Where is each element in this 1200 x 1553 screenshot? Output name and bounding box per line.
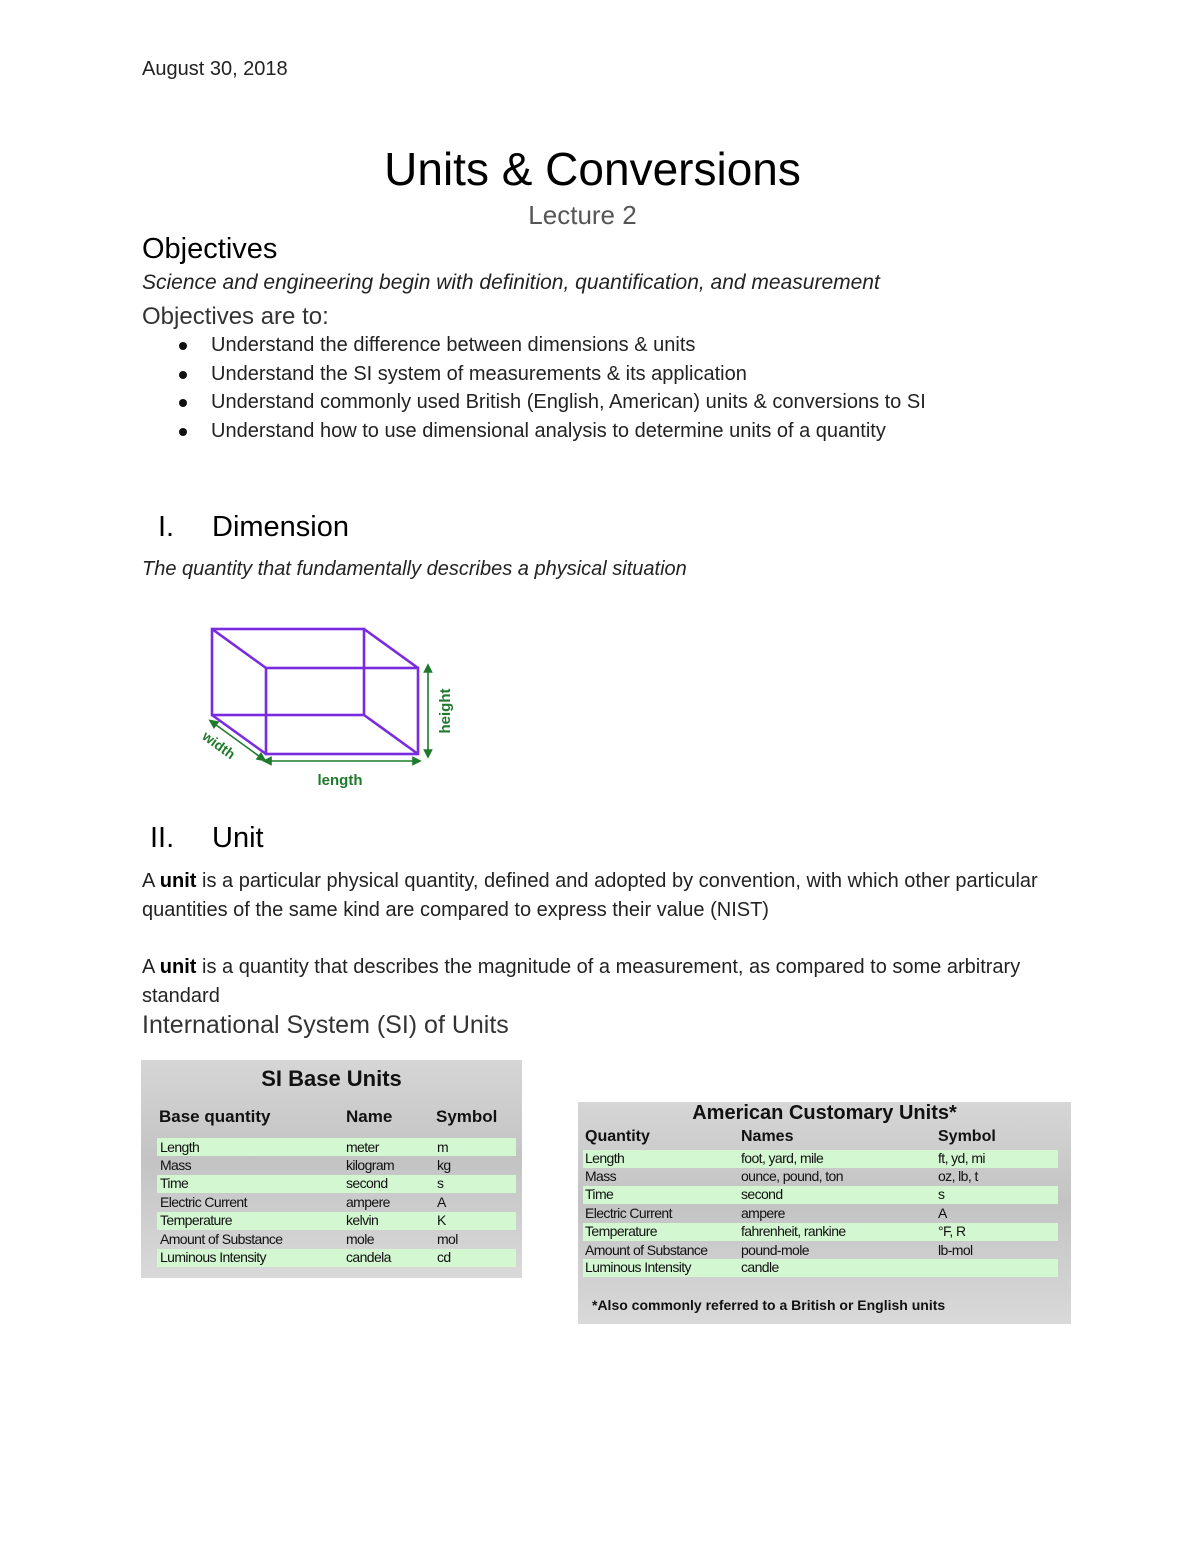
bullet-icon (179, 428, 187, 436)
objectives-statement: Science and engineering begin with definition, quantification, and measurement (142, 271, 880, 294)
document-title: Units & Conversions (384, 143, 801, 195)
bullet-icon (179, 371, 187, 379)
objective-item (170, 331, 926, 360)
american-cell: pound-mole (741, 1242, 809, 1258)
para-rest: is a particular physical quantity, defined and adopted by convention, with which other particular quantities of the same kind are compared to express their value (NIST) (142, 870, 1038, 921)
para-prefix: A (142, 870, 160, 892)
document-subtitle: Lecture 2 (528, 200, 637, 230)
si-cell: ampere (346, 1194, 390, 1210)
si-base-units-table (141, 1060, 522, 1278)
si-cell: Temperature (160, 1212, 232, 1228)
si-cell: meter (346, 1139, 379, 1155)
document-date: August 30, 2018 (142, 58, 288, 80)
section2-number: II. (150, 822, 175, 854)
si-cell: Luminous Intensity (160, 1249, 266, 1265)
si-cell: Time (160, 1175, 189, 1191)
si-cell: Mass (160, 1157, 192, 1173)
width-label: width (199, 727, 239, 763)
american-cell: ft, yd, mi (938, 1150, 985, 1166)
objectives-subheading: Objectives are to: (142, 303, 329, 330)
american-cell: fahrenheit, rankine (741, 1223, 846, 1239)
american-cell: second (741, 1186, 783, 1202)
objective-text: Understand commonly used British (English, American) units & conversions to SI (211, 391, 926, 413)
si-cell: mole (346, 1231, 374, 1247)
si-units-heading: International System (SI) of Units (142, 1011, 509, 1039)
si-cell: Electric Current (160, 1194, 247, 1210)
dimension-definition: The quantity that fundamentally describes a physical situation (142, 558, 687, 580)
unit-term: unit (159, 870, 197, 892)
section1-number: I. (158, 511, 175, 543)
si-cell: mol (437, 1231, 458, 1247)
si-header-symbol: Symbol (436, 1107, 498, 1126)
table-row (157, 1138, 516, 1156)
section1-title: Dimension (212, 511, 349, 543)
unit-definition-nist (142, 867, 1102, 925)
american-customary-units-table (578, 1102, 1071, 1324)
american-cell: Mass (585, 1168, 617, 1184)
american-cell: °F, R (938, 1223, 966, 1239)
si-header-quantity: Base quantity (159, 1107, 271, 1126)
american-cell: s (938, 1186, 945, 1202)
si-cell: cd (437, 1249, 451, 1265)
si-cell: s (437, 1175, 444, 1191)
si-cell: Amount of Substance (160, 1231, 283, 1247)
american-header-names: Names (741, 1128, 794, 1145)
si-table-title: SI Base Units (261, 1066, 402, 1091)
objective-item (170, 360, 926, 389)
objective-item (170, 417, 926, 446)
american-table-footnote: *Also commonly referred to a British or English units (592, 1297, 946, 1313)
table-row (583, 1186, 1058, 1204)
section2-title: Unit (212, 822, 264, 854)
american-cell: A (938, 1205, 947, 1221)
american-cell: Temperature (585, 1223, 657, 1239)
objective-text: Understand the difference between dimensions & units (211, 334, 696, 356)
american-cell: ampere (741, 1205, 785, 1221)
si-cell: kg (437, 1157, 451, 1173)
si-cell: A (437, 1194, 446, 1210)
american-cell: Amount of Substance (585, 1242, 708, 1258)
unit-term: unit (159, 956, 197, 978)
unit-definition-magnitude (142, 953, 1102, 1011)
american-cell: Length (585, 1150, 625, 1166)
american-header-symbol: Symbol (938, 1128, 996, 1145)
american-cell: Electric Current (585, 1205, 672, 1221)
american-cell: candle (741, 1259, 779, 1275)
american-header-quantity: Quantity (585, 1128, 650, 1145)
objectives-list (170, 331, 926, 445)
si-cell: Length (160, 1139, 200, 1155)
american-cell: lb-mol (938, 1242, 973, 1258)
si-cell: kilogram (346, 1157, 395, 1173)
american-table-title: American Customary Units* (692, 1102, 957, 1124)
american-cell: Time (585, 1186, 614, 1202)
box-dimensions-figure (170, 618, 490, 790)
length-label: length (317, 772, 363, 789)
american-cell: oz, lb, t (938, 1168, 978, 1184)
bullet-icon (179, 399, 187, 407)
para-rest: is a quantity that describes the magnitude of a measurement, as compared to some arbitrary standard (142, 956, 1021, 1007)
american-cell: Luminous Intensity (585, 1259, 691, 1275)
si-cell: kelvin (346, 1212, 379, 1228)
box-wireframe (212, 629, 418, 754)
si-cell: second (346, 1175, 388, 1191)
si-cell: m (437, 1139, 449, 1155)
bullet-icon (179, 342, 187, 350)
si-cell: candela (346, 1249, 391, 1265)
para-prefix: A (142, 956, 160, 978)
objectives-heading: Objectives (142, 233, 278, 265)
table-row (157, 1175, 516, 1193)
objective-text: Understand the SI system of measurements & its application (211, 362, 747, 385)
si-header-name: Name (346, 1107, 393, 1126)
height-label: height (437, 688, 454, 734)
si-cell: K (437, 1212, 446, 1228)
objective-text: Understand how to use dimensional analysis to determine units of a quantity (211, 419, 886, 442)
american-cell: foot, yard, mile (741, 1150, 824, 1166)
american-cell: ounce, pound, ton (741, 1168, 843, 1184)
objective-item (170, 388, 926, 417)
